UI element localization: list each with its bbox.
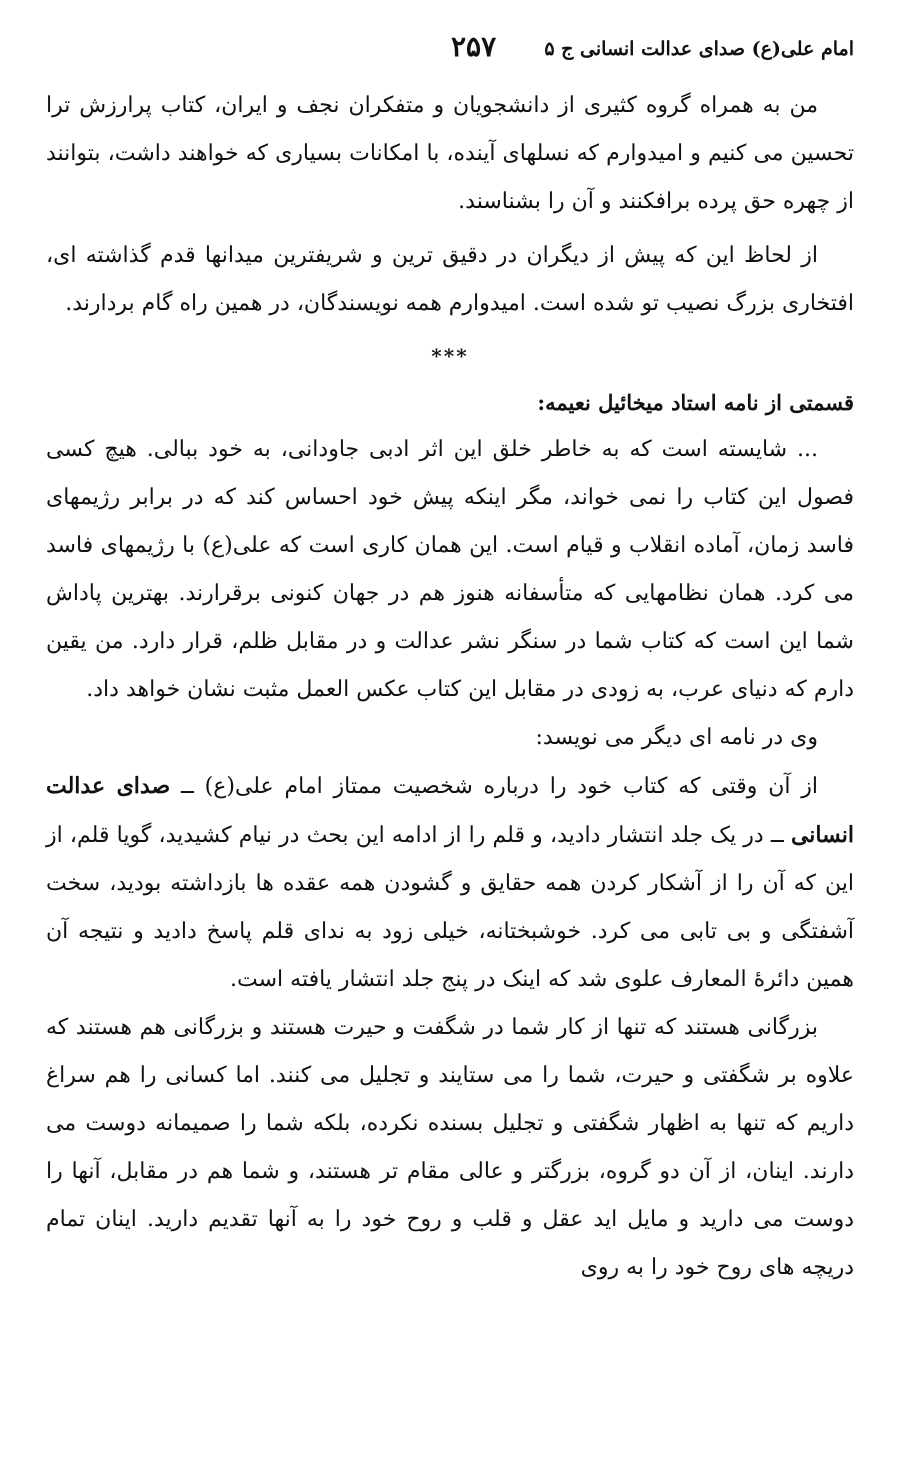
page-body bbox=[46, 82, 854, 1292]
paragraph-2: از لحاظ این که پیش از دیگران در دقیق ترین و شریفترین میدانها قدم گذاشته ای، افتخاری بزرگ نصیب تو شده است. امیدوارم همه نویسندگان، در همین راه گام بردارند. bbox=[46, 243, 854, 316]
section-heading: قسمتی از نامه استاد میخائیل نعیمه: bbox=[537, 390, 854, 415]
section-separator: *** bbox=[431, 344, 469, 368]
paragraph-4: وی در نامه ای دیگر می نویسد: bbox=[535, 725, 818, 750]
paragraph-5 bbox=[46, 762, 854, 1004]
paragraph-1: من به همراه گروه کثیری از دانشجویان و متفکران نجف و ایران، کتاب پرارزش ترا تحسین می کنیم و امیدوارم که نسلهای آینده، با امکانات بسیاری که خواهند داشت، بتوانند از چهره حق پرده برافکنند و آن را بشناسند. bbox=[46, 93, 854, 214]
paragraph-6: بزرگانی هستند که تنها از کار شما در شگفت و حیرت هستند و بزرگانی هم هستند که علاوه بر شگفتی و حیرت، شما را می ستایند و تجلیل می کنند. اما کسانی را هم سراغ داریم که تنها به اظهار شگفتی و تجلیل بسنده نکرده، بلکه شما را صمیمانه دوست می دارند. اینان، از آن دو گروه، بزرگتر و عالی مقام تر هستند، و شما هم در مقابل، آنها را دوست می دارید و مایل اید عقل و قلب و روح خود را به آنها تقدیم دارید. اینان تمام دریچه های روح خود را به روی bbox=[46, 1015, 854, 1280]
book-title-bold: صدای عدالت انسانی bbox=[46, 773, 854, 848]
page-number: ۲۵۷ bbox=[451, 30, 497, 63]
paragraph-5-start: از آن وقتی که کتاب خود را درباره شخصیت ممتاز امام علی(ع) ــ bbox=[170, 774, 819, 799]
page-header bbox=[46, 30, 854, 70]
running-title: امام علی(ع) صدای عدالت انسانی ج ۵ bbox=[544, 38, 854, 60]
paragraph-5-end: ــ در یک جلد انتشار دادید، و قلم را از ادامه این بحث در نیام کشیدید، گویا قلم، از این که آن را از آشکار کردن همه حقایق و گشودن همه عقده ها بازداشته بودید، سخت آشفتگی و بی تابی می کرد. خوشبختانه، خیلی زود به ندای قلم پاسخ دادید و نتیجه آن همین دائرهٔ المعارف علوی شد که اینک در پنج جلد انتشار یافته است. bbox=[46, 823, 854, 992]
paragraph-3: ... شایسته است که به خاطر خلق این اثر ادبی جاودانی، به خود ببالی. هیچ کسی فصول این کتاب را نمی خواند، مگر اینکه پیش خود احساس کند که در برابر رژیمهای فاسد زمان، آماده انقلاب و قیام است. این همان کاری است که علی(ع) با رژیمهای فاسد می کرد. همان نظامهایی که متأسفانه هنوز هم در جهان کنونی برقرارند. بهترین پاداش شما این است که کتاب شما در سنگر نشر عدالت و در مقابل ظلم، قرار دارد. من یقین دارم که دنیای عرب، به زودی در مقابل این کتاب عکس العمل مثبت نشان خواهد داد. bbox=[46, 437, 854, 702]
